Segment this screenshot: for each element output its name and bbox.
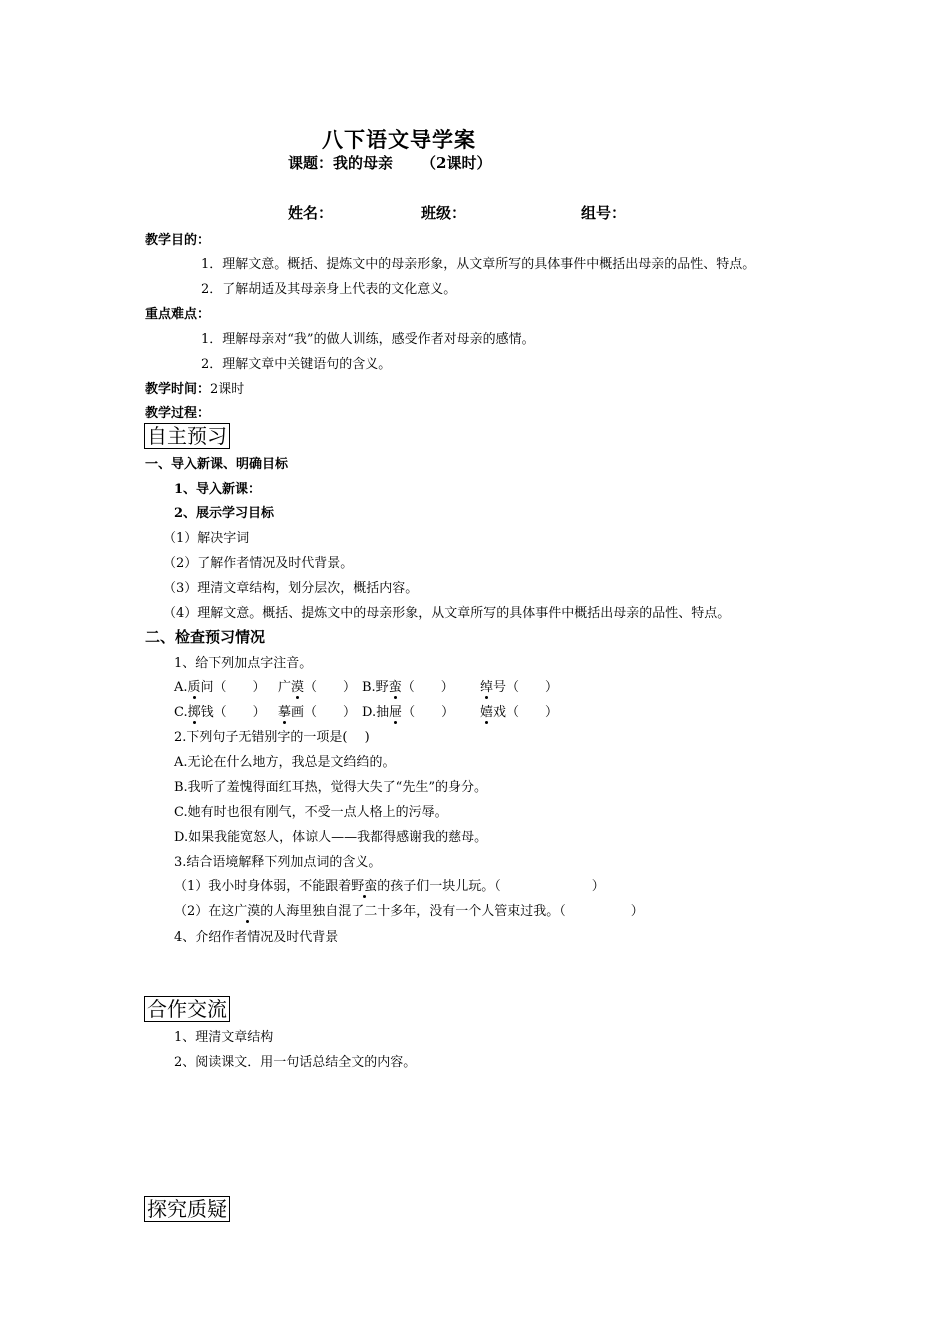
q2-option: A.无论在什么地方，我总是文绉绉的。 [174, 755, 396, 770]
course-hours: （2课时） [421, 154, 492, 172]
pinyin-item: 嬉戏（ ） [480, 701, 558, 720]
part1-sub2: 2、展示学习目标 [174, 506, 275, 521]
part1-heading: 一、导入新课、明确目标 [145, 457, 289, 472]
teaching-time [145, 378, 244, 397]
goal-item: （3）理清文章结构，划分层次，概括内容。 [163, 581, 419, 596]
objective-item: 2．了解胡适及其母亲身上代表的文化意义。 [201, 282, 457, 297]
section-box-self-study: 自主预习 [144, 423, 230, 449]
process-label: 教学过程： [145, 406, 211, 421]
keypoints-label: 重点难点： [145, 307, 211, 322]
group-label: 组号： [581, 204, 627, 222]
course-label: 课题：我的母亲 [288, 154, 394, 172]
question-4: 4、介绍作者情况及时代背景 [174, 930, 339, 945]
q2-option: C.她有时也很有刚气，不受一点人格上的污辱。 [174, 805, 448, 820]
pinyin-item-c: C.掷钱（ ） [174, 701, 266, 720]
time-label: 教学时间： [145, 382, 211, 397]
goal-item: （1）解决字词 [163, 531, 250, 546]
pinyin-item: 广漠（ ） [278, 676, 356, 695]
pinyin-item-d: D.抽屉（ ） [362, 701, 454, 720]
name-label: 姓名： [288, 204, 334, 222]
q3-item-2: （2）在这广漠的人海里独自混了二十多年，没有一个人管束过我。（ ） [174, 900, 644, 919]
page-title: 八下语文导学案 [322, 127, 476, 152]
q2-option: B.我听了羞愧得面红耳热，觉得大失了“先生”的身分。 [174, 780, 487, 795]
course-subtitle [288, 152, 491, 173]
goal-item: （2）了解作者情况及时代背景。 [163, 556, 354, 571]
q2-option: D.如果我能宽怒人，体谅人——我都得感谢我的慈母。 [174, 830, 488, 845]
cooperation-item: 2、阅读课文．用一句话总结全文的内容。 [174, 1055, 417, 1070]
class-label: 班级： [421, 204, 467, 222]
section-box-inquiry: 探究质疑 [144, 1196, 230, 1222]
keypoint-item: 2．理解文章中关键语句的含义。 [201, 357, 392, 372]
pinyin-item: 绰号（ ） [480, 676, 558, 695]
time-value: 2课时 [210, 382, 245, 397]
pinyin-item-a: A.质问（ ） [174, 676, 266, 695]
question-3: 3.结合语境解释下列加点词的含义。 [174, 855, 382, 870]
goal-item: （4）理解文意。概括、提炼文中的母亲形象，从文章所写的具体事件中概括出母亲的品性、特点。 [163, 606, 731, 621]
part1-sub1: 1、导入新课： [174, 482, 262, 497]
pinyin-item: 摹画（ ） [278, 701, 356, 720]
objectives-label: 教学目的： [145, 233, 211, 248]
pinyin-item-b: B.野蛮（ ） [362, 676, 454, 695]
q3-item-1: （1）我小时身体弱，不能跟着野蛮的孩子们一块儿玩。（ ） [174, 875, 605, 894]
cooperation-item: 1、理清文章结构 [174, 1030, 274, 1045]
question-1: 1、给下列加点字注音。 [174, 656, 313, 671]
objective-item: 1．理解文意。概括、提炼文中的母亲形象，从文章所写的具体事件中概括出母亲的品性、特点。 [201, 257, 756, 272]
section-box-cooperation: 合作交流 [144, 996, 230, 1022]
question-2: 2.下列句子无错别字的一项是( ) [174, 730, 370, 745]
part2-heading: 二、检查预习情况 [145, 628, 266, 646]
keypoint-item: 1．理解母亲对“我”的做人训练，感受作者对母亲的感情。 [201, 332, 535, 347]
